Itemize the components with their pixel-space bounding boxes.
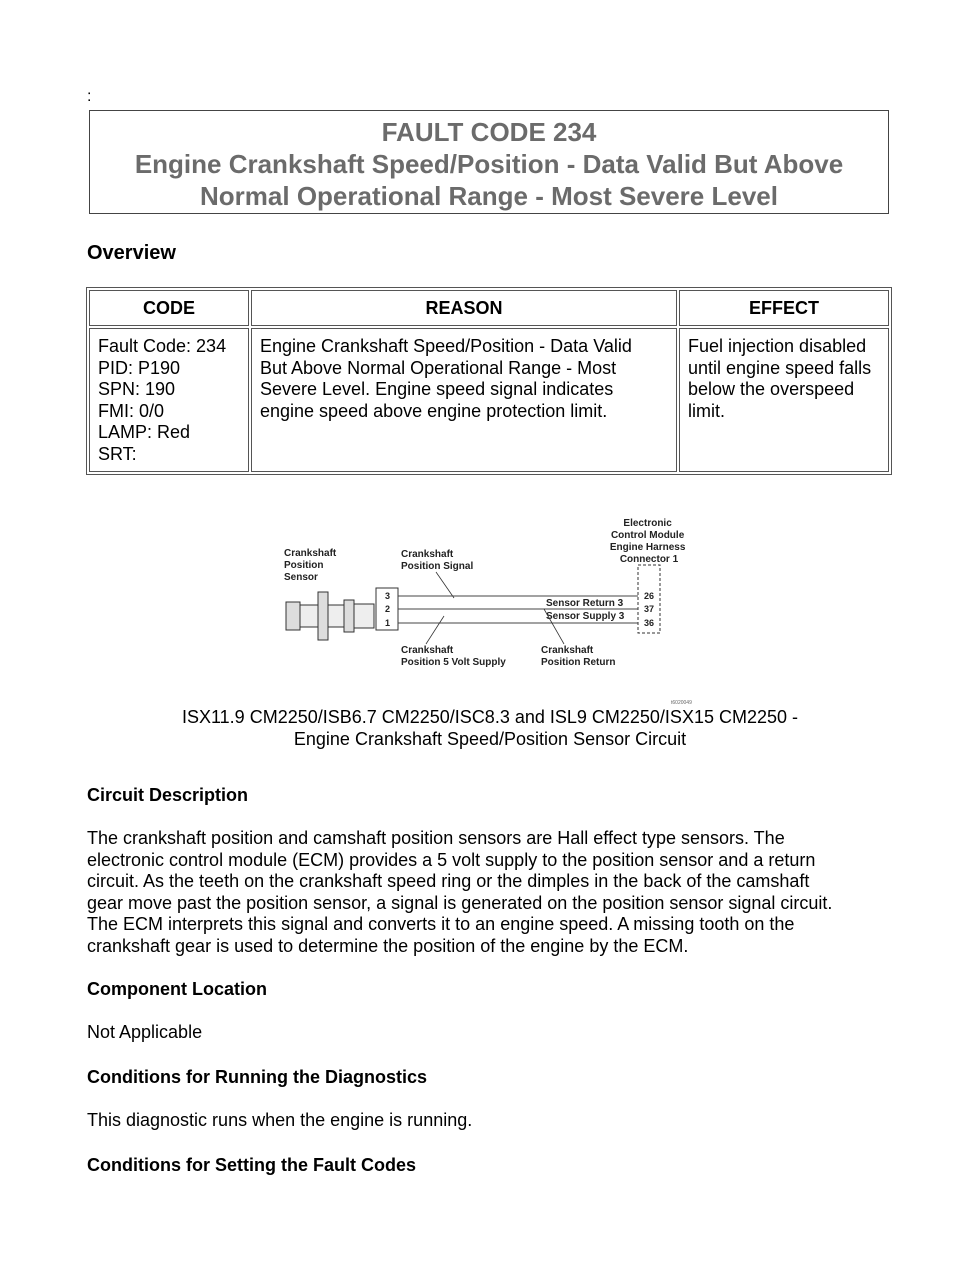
component-location-heading: Component Location — [87, 979, 267, 999]
overview-table — [86, 287, 892, 475]
paragraph-line: The crankshaft position and camshaft position sensors are Hall effect type sensors. The — [87, 828, 785, 848]
ecm-label: Electronic Control Module Engine Harness Connector 1 — [609, 518, 686, 565]
component-location-text: Not Applicable — [87, 1022, 203, 1042]
reason-line: But Above Normal Operational Range - Most — [260, 357, 617, 378]
column-header-reason: REASON — [251, 290, 677, 326]
sensor-supply-label: Sensor Supply 3 — [546, 611, 625, 622]
conditions-setting-heading: Conditions for Setting the Fault Codes — [87, 1155, 416, 1175]
effect-line: until engine speed falls — [688, 357, 872, 378]
ecm-pin-labels: 26 37 36 — [644, 591, 655, 628]
reason-cell — [251, 328, 677, 472]
supply-leader-line — [426, 616, 444, 644]
figure-caption — [87, 706, 893, 750]
effect-line: below the overspeed — [688, 379, 855, 399]
overview-heading: Overview — [87, 242, 176, 264]
fault-code-subtitle-line2: Normal Operational Range - Most Severe Level — [200, 181, 778, 211]
sensor-pin-labels: 3 2 1 — [385, 591, 391, 628]
circuit-description-heading: Circuit Description — [87, 785, 249, 805]
figure-id: t6020049 — [671, 700, 692, 705]
return-label: Crankshaft Position Return — [541, 645, 616, 668]
sensor-return-label: Sensor Return 3 — [546, 598, 624, 609]
conditions-running-heading: Conditions for Running the Diagnostics — [87, 1067, 427, 1087]
supply-label: Crankshaft Position 5 Volt Supply — [401, 645, 506, 668]
paragraph-line: crankshaft gear is used to determine the position of the engine by the ECM. — [87, 935, 689, 956]
paragraph-line: circuit. As the teeth on the crankshaft speed ring or the dimples in the back of the camshaft — [87, 871, 810, 891]
paragraph-line: electronic control module (ECM) provides a 5 volt supply to the position sensor and a return — [87, 849, 816, 870]
code-line-fmi: FMI: 0/0 — [98, 400, 165, 421]
code-line-fault-code: Fault Code: 234 — [98, 336, 227, 356]
sensor-body-icon — [286, 592, 374, 640]
effect-line: Fuel injection disabled — [688, 336, 867, 356]
effect-line: limit. — [688, 400, 725, 421]
fault-code-title-box — [89, 110, 889, 214]
paragraph-line: The ECM interprets this signal and converts it to an engine speed. A missing tooth on the — [87, 914, 795, 934]
code-line-spn: SPN: 190 — [98, 379, 176, 399]
caption-line2: Engine Crankshaft Speed/Position Sensor Circuit — [293, 729, 687, 749]
table-header-row — [89, 290, 889, 326]
sensor-label: Crankshaft Position Sensor — [284, 548, 337, 583]
leading-colon: : — [87, 88, 92, 105]
sensor-circuit-diagram — [276, 510, 706, 705]
signal-label: Crankshaft Position Signal — [401, 549, 474, 572]
column-header-code: CODE — [89, 290, 249, 326]
conditions-running-text: This diagnostic runs when the engine is running. — [87, 1110, 473, 1130]
column-header-effect: EFFECT — [679, 290, 889, 326]
signal-leader-line — [436, 572, 454, 598]
effect-cell — [679, 328, 889, 472]
code-line-pid: PID: P190 — [98, 357, 181, 378]
caption-line1: ISX11.9 CM2250/ISB6.7 CM2250/ISC8.3 and ISL9 CM2250/ISX15 CM2250 - — [181, 707, 799, 727]
code-line-srt: SRT: — [98, 443, 137, 464]
code-cell — [89, 328, 249, 472]
reason-line: Engine Crankshaft Speed/Position - Data Valid — [260, 336, 632, 356]
paragraph-line: gear move past the position sensor, a signal is generated on the position sensor signal circuit. — [87, 892, 833, 913]
table-row — [89, 328, 889, 472]
reason-line: engine speed above engine protection limit. — [260, 400, 608, 421]
code-line-lamp: LAMP: Red — [98, 422, 191, 442]
fault-code-subtitle-line1: Engine Crankshaft Speed/Position - Data Valid But Above — [134, 149, 844, 179]
fault-code-title: FAULT CODE 234 — [381, 117, 597, 147]
circuit-description-text — [87, 828, 897, 957]
reason-line: Severe Level. Engine speed signal indicates — [260, 379, 614, 399]
